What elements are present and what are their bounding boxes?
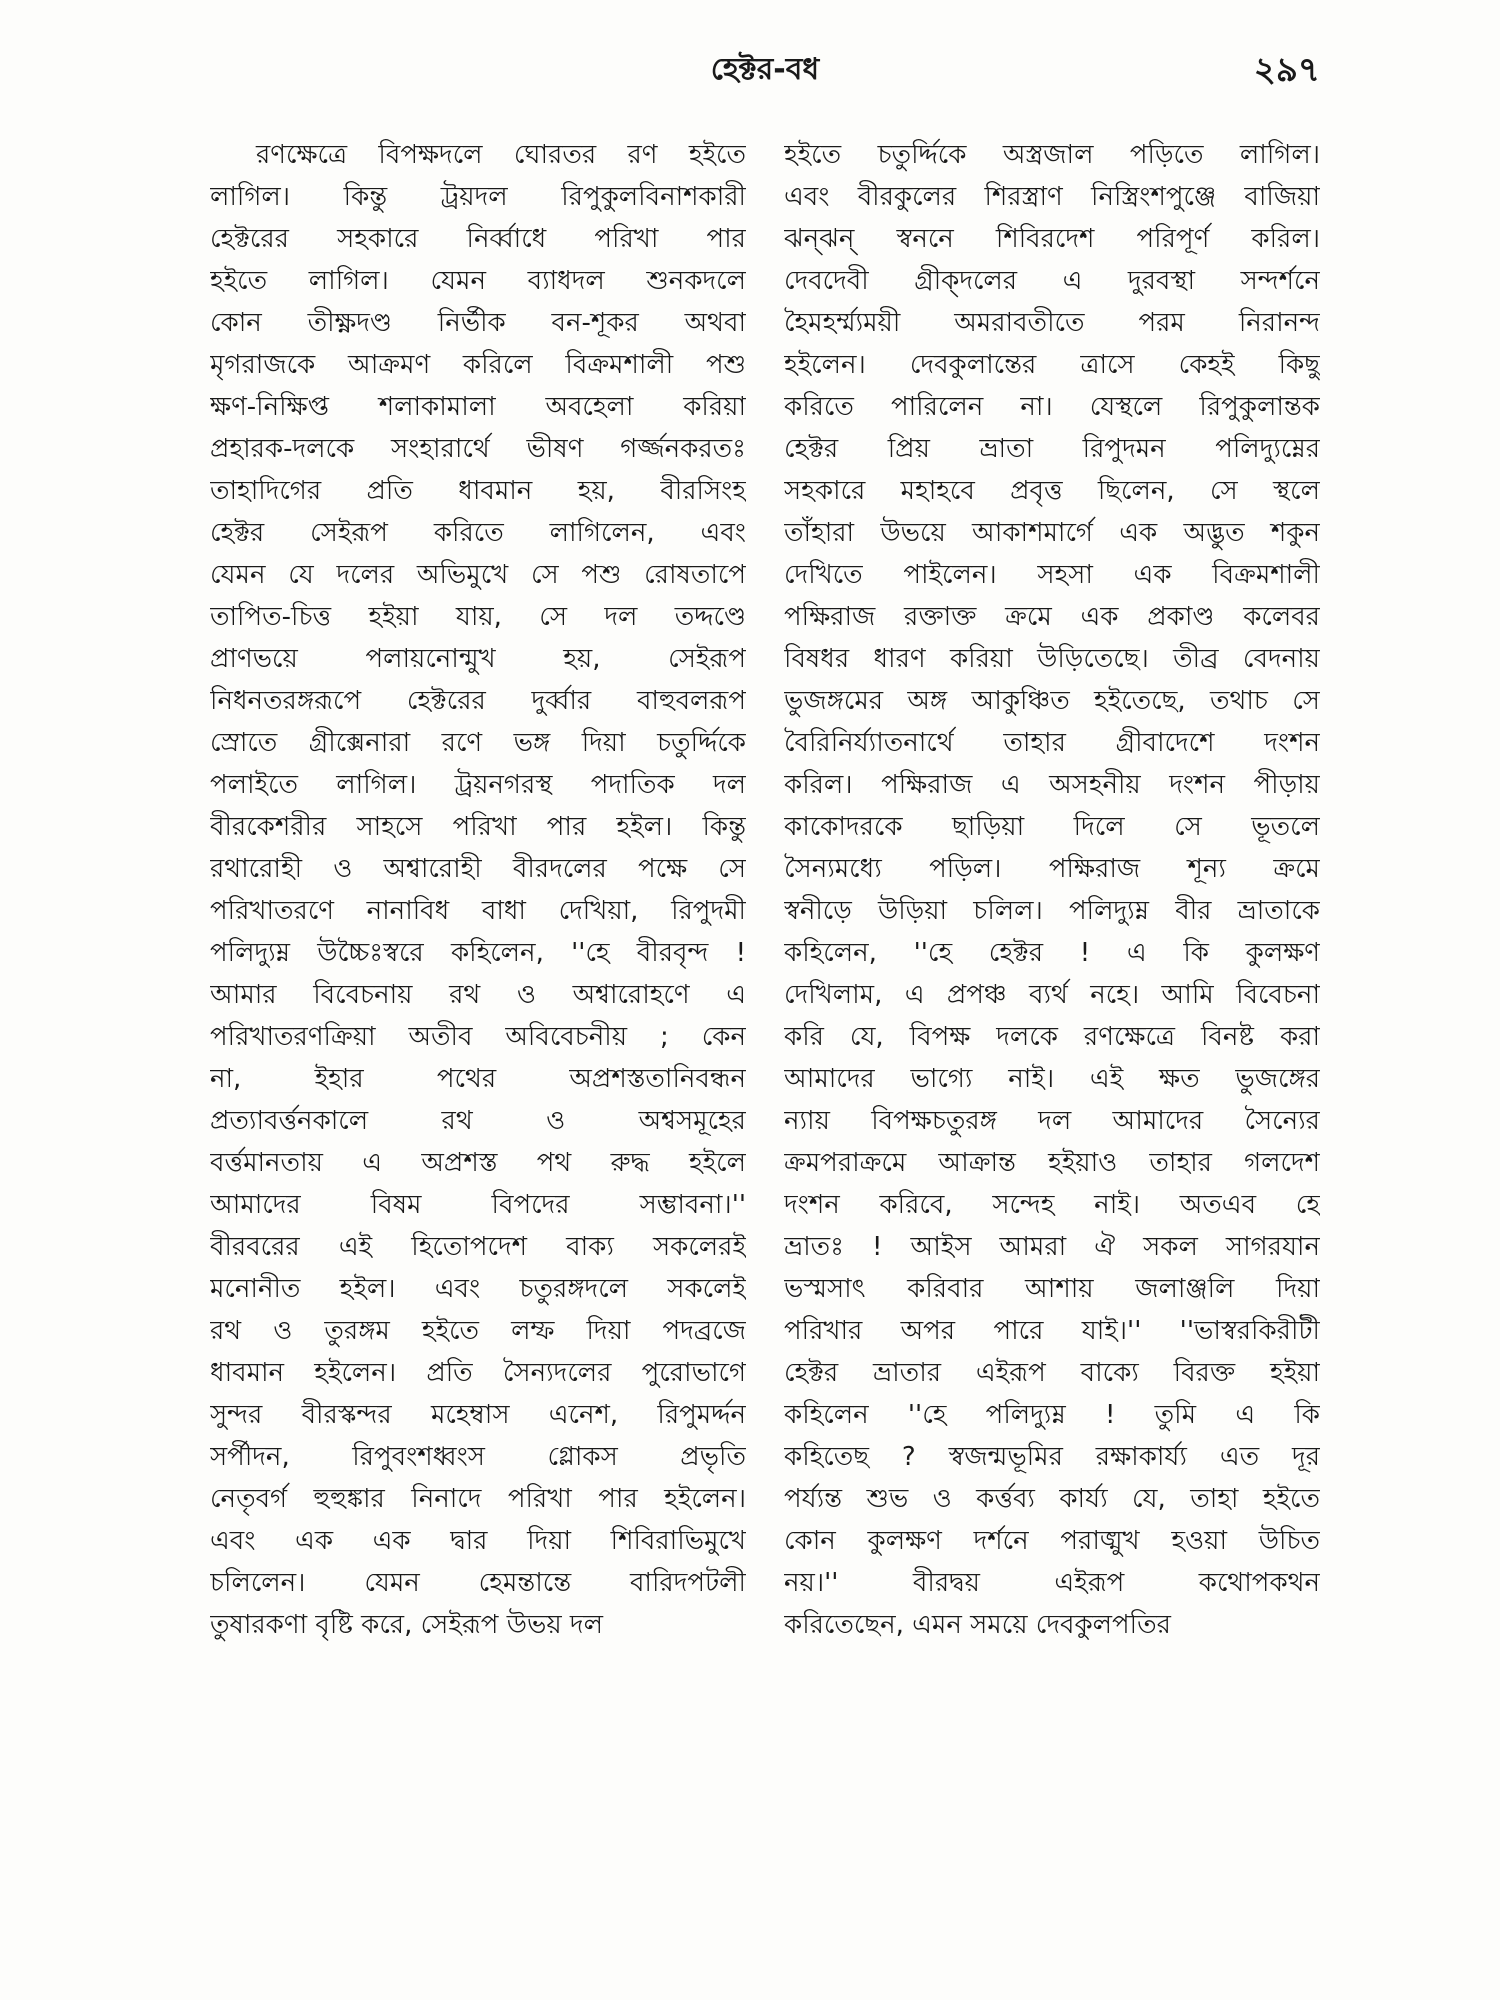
text-line: কাকোদরকে ছাড়িয়া দিলে সে ভূতলে (784, 812, 1320, 842)
text-line: রথ ও তুরঙ্গম হইতে লম্ফ দিয়া পদব্রজে (210, 1316, 746, 1346)
text-line: কোন কুলক্ষণ দর্শনে পরাঙ্মুখ হওয়া উচিত (784, 1526, 1320, 1556)
text-line: হইতে চতুর্দ্দিকে অস্ত্রজাল পড়িতে লাগিল। (784, 140, 1320, 170)
text-line: আমাদের ভাগ্যে নাই। এই ক্ষত ভুজঙ্গের (784, 1064, 1320, 1094)
text-line: পক্ষিরাজ রক্তাক্ত ক্রমে এক প্রকাণ্ড কলেবর (784, 602, 1320, 632)
text-line: বৈরিনির্য্যাতনার্থে তাহার গ্রীবাদেশে দংশন (784, 728, 1320, 758)
text-line: ক্রমপরাক্রমে আক্রান্ত হইয়াও তাহার গলদেশ (784, 1148, 1320, 1178)
text-line: স্রোতে গ্রীক্সেনারা রণে ভঙ্গ দিয়া চতুর্দ্দিকে (210, 728, 746, 758)
text-line: প্রহারক-দলকে সংহারার্থে ভীষণ গর্জ্জনকরতঃ (210, 434, 746, 464)
text-line: হেক্টর সেইরূপ করিতে লাগিলেন, এবং (210, 518, 746, 548)
page-header (210, 45, 1320, 95)
text-line: মনোনীত হইল। এবং চতুরঙ্গদলে সকলেই (210, 1274, 746, 1304)
text-line: পর্য্যন্ত শুভ ও কর্ত্তব্য কার্য্য যে, তাহা হইতে (784, 1484, 1320, 1514)
text-line: করিতেছেন, এমন সময়ে দেবকুলপতির (784, 1610, 1171, 1640)
text-line: প্রত্যাবর্ত্তনকালে রথ ও অশ্বসমূহের (210, 1106, 746, 1136)
right-text-column (784, 134, 1320, 1646)
text-line: হেক্টর ভ্রাতার এইরূপ বাক্যে বিরক্ত হইয়া (784, 1358, 1320, 1388)
text-line: না, ইহার পথের অপ্রশস্ততানিবন্ধন (210, 1064, 746, 1094)
text-line: যেমন যে দলের অভিমুখে সে পশু রোষতাপে (210, 560, 746, 590)
left-text-column (210, 134, 746, 1646)
text-line: করি যে, বিপক্ষ দলকে রণক্ষেত্রে বিনষ্ট করা (784, 1022, 1320, 1052)
text-line: সৈন্যমধ্যে পড়িল। পক্ষিরাজ শূন্য ক্রমে (784, 854, 1320, 884)
text-line: চলিলেন। যেমন হেমন্তান্তে বারিদপটলী (210, 1568, 746, 1598)
text-line: দংশন করিবে, সন্দেহ নাই। অতএব হে (784, 1190, 1320, 1220)
text-line: ভুজঙ্গমের অঙ্গ আকুঞ্চিত হইতেছে, তথাচ সে (784, 686, 1320, 716)
text-line: পরিখার অপর পারে যাই।'' ''ভাস্বরকিরীটী (784, 1316, 1320, 1346)
text-line: সুন্দর বীরস্কন্দর মহেম্বাস এনেশ, রিপুমর্দ্দন (210, 1400, 746, 1430)
text-line: তাঁহারা উভয়ে আকাশমার্গে এক অদ্ভুত শকুন (784, 518, 1320, 548)
running-title: হেক্টর-বধ (710, 52, 820, 87)
text-line: দেবদেবী গ্রীক্দলের এ দুরবস্থা সন্দর্শনে (784, 266, 1320, 296)
text-line: তাহাদিগের প্রতি ধাবমান হয়, বীরসিংহ (210, 476, 746, 506)
text-line: ধাবমান হইলেন। প্রতি সৈন্যদলের পুরোভাগে (210, 1358, 746, 1388)
text-line: এবং বীরকুলের শিরস্ত্রাণ নিস্ত্রিংশপুঞ্জে বাজিয়া (784, 182, 1320, 212)
text-line: পলিদ্যুম্ন উচ্চৈঃস্বরে কহিলেন, ''হে বীরবৃন্দ ! (210, 938, 746, 968)
text-line: বীরকেশরীর সাহসে পরিখা পার হইল। কিন্তু (210, 812, 746, 842)
text-line: পলাইতে লাগিল। ট্রয়নগরস্থ পদাতিক দল (210, 770, 746, 800)
text-line: দেখিলাম, এ প্রপঞ্চ ব্যর্থ নহে। আমি বিবেচনা (784, 980, 1320, 1010)
text-line: তাপিত-চিত্ত হইয়া যায়, সে দল তদ্দণ্ডে (210, 602, 746, 632)
text-line: কহিলেন, ''হে হেক্টর ! এ কি কুলক্ষণ (784, 938, 1320, 968)
text-line: হেক্টর প্রিয় ভ্রাতা রিপুদমন পলিদ্যুম্নের (784, 434, 1320, 464)
text-line: করিল। পক্ষিরাজ এ অসহনীয় দংশন পীড়ায় (784, 770, 1320, 800)
text-line: ঝন্ঝন্ স্বননে শিবিরদেশ পরিপূর্ণ করিল। (784, 224, 1320, 254)
text-line: ভস্মসাৎ করিবার আশায় জলাঞ্জলি দিয়া (784, 1274, 1320, 1304)
text-line: বিষধর ধারণ করিয়া উড়িতেছে। তীব্র বেদনায় (784, 644, 1320, 674)
text-line: হৈমহর্ম্ম্যময়ী অমরাবতীতে পরম নিরানন্দ (784, 308, 1320, 338)
text-line: আমাদের বিষম বিপদের সম্ভাবনা।'' (210, 1190, 746, 1220)
text-line: নেতৃবর্গ হুহুঙ্কার নিনাদে পরিখা পার হইলেন। (210, 1484, 746, 1514)
text-line: কহিলেন ''হে পলিদ্যুম্ন ! তুমি এ কি (784, 1400, 1320, 1430)
text-line: ভ্রাতঃ ! আইস আমরা ঐ সকল সাগরযান (784, 1232, 1320, 1262)
text-line: প্রাণভয়ে পলায়নোন্মুখ হয়, সেইরূপ (210, 644, 746, 674)
text-line: সহকারে মহাহবে প্রবৃত্ত ছিলেন, সে স্থলে (784, 476, 1320, 506)
text-line: কহিতেছ ? স্বজন্মভূমির রক্ষাকার্য্য এত দূর (784, 1442, 1320, 1472)
text-line: আমার বিবেচনায় রথ ও অশ্বারোহণে এ (210, 980, 746, 1010)
text-line: ন্যায় বিপক্ষচতুরঙ্গ দল আমাদের সৈন্যের (784, 1106, 1320, 1136)
text-line: নিধনতরঙ্গরূপে হেক্টরের দুর্ব্বার বাহুবলরূপ (210, 686, 746, 716)
text-line: নয়।'' বীরদ্বয় এইরূপ কথোপকথন (784, 1568, 1320, 1598)
text-line: স্বনীড়ে উড়িয়া চলিল। পলিদ্যুম্ন বীর ভ্রাতাকে (784, 896, 1320, 926)
text-line: সর্পীদন, রিপুবংশধ্বংস গ্লোকস প্রভৃতি (210, 1442, 746, 1472)
text-line: ক্ষণ-নিক্ষিপ্ত শলাকামালা অবহেলা করিয়া (210, 392, 746, 422)
text-line: লাগিল। কিন্তু ট্রয়দল রিপুকুলবিনাশকারী (210, 182, 746, 212)
text-line: এবং এক এক দ্বার দিয়া শিবিরাভিমুখে (210, 1526, 746, 1556)
text-line: বীরবরের এই হিতোপদেশ বাক্য সকলেরই (210, 1232, 746, 1262)
page-number: ২৯৭ (1253, 50, 1320, 90)
text-line: তুষারকণা বৃষ্টি করে, সেইরূপ উভয় দল (210, 1610, 603, 1640)
text-line: হেক্টরের সহকারে নির্ব্বাধে পরিখা পার (210, 224, 746, 254)
text-line: পরিখাতরণক্রিয়া অতীব অবিবেচনীয় ; কেন (210, 1022, 746, 1052)
text-line: কোন তীক্ষ্ণদণ্ড নির্ভীক বন-শূকর অথবা (210, 308, 746, 338)
text-line: দেখিতে পাইলেন। সহসা এক বিক্রমশালী (784, 560, 1320, 590)
text-line: মৃগরাজকে আক্রমণ করিলে বিক্রমশালী পশু (210, 350, 746, 380)
text-line: হইতে লাগিল। যেমন ব্যাধদল শুনকদলে (210, 266, 746, 296)
text-line: রণক্ষেত্রে বিপক্ষদলে ঘোরতর রণ হইতে (256, 140, 746, 170)
text-line: বর্ত্তমানতায় এ অপ্রশস্ত পথ রুদ্ধ হইলে (210, 1148, 746, 1178)
text-line: পরিখাতরণে নানাবিধ বাধা দেখিয়া, রিপুদমী (210, 896, 746, 926)
text-line: হইলেন। দেবকুলান্তের ত্রাসে কেহই কিছু (784, 350, 1320, 380)
text-line: করিতে পারিলেন না। যেস্থলে রিপুকুলান্তক (784, 392, 1320, 422)
text-line: রথারোহী ও অশ্বারোহী বীরদলের পক্ষে সে (210, 854, 746, 884)
